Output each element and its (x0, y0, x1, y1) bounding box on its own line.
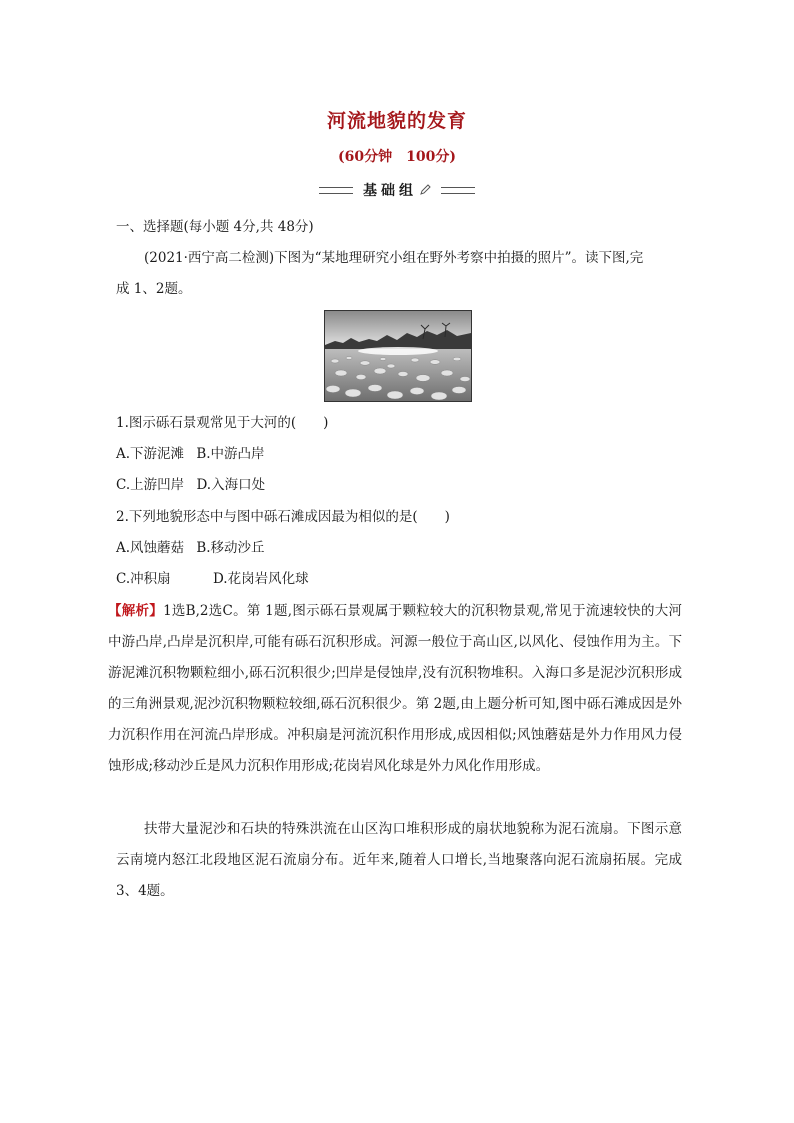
left-rule (319, 187, 353, 194)
analysis-tag: 【解析】 (108, 603, 164, 619)
question-2-options-cd (116, 564, 682, 595)
analysis-text: 1选B,2选C。第 1题,图示砾石景观属于颗粒较大的沉积物景观,常见于流速较快的大河中游凸岸,凸岸是沉积岸,可能有砾石沉积形成。河源一般位于高山区,以风化、侵蚀作用为主。下游泥滩沉积物颗粒细小,砾石沉积很少;凹岸是侵蚀岸,没有沉积物堆积。入海口多是泥沙沉积形成的三角洲景观,泥沙沉积物颗粒较细,砾石沉积很少。第 2题,由上题分析可知,图中砾石滩成因是外力沉积作用在河流凸岸形成。冲积扇是河流沉积作用形成,成因相似;风蚀蘑菇是外力作用风力侵蚀形成;移动沙丘是风力沉积作用形成;花岗岩风化球是外力风化作用形成。 (108, 603, 683, 774)
question-2-options-ab (116, 533, 682, 564)
q2-option-c: C.冲积扇 (116, 571, 171, 587)
page-subtitle: (60分钟 100分) (338, 149, 456, 165)
q2-option-d: D.花岗岩风化球 (212, 571, 309, 587)
q1-option-c: C.上游凹岸 (116, 477, 185, 493)
q1-option-a: A.下游泥滩 (116, 446, 185, 462)
question-1-options-cd (116, 470, 682, 501)
gravel-beach-photo (324, 310, 472, 402)
q1-option-b: B.中游凸岸 (196, 446, 265, 462)
right-rule (441, 187, 475, 194)
q1-option-d: D.入海口处 (196, 477, 266, 493)
intro-line-2: 成 1、2题。 (116, 281, 192, 297)
page-title: 河流地貌的发育 (326, 110, 467, 132)
analysis-block (108, 596, 682, 782)
question-3-4-intro: 扶带大量泥沙和石块的特殊洪流在山区沟口堆积形成的扇状地貌称为泥石流扇。下图示意云南境内怒江北段地区泥石流扇分布。近年来,随着人口增长,当地聚落向泥石流扇拓展。完成 3、4题。 (116, 821, 682, 899)
question-1-options-ab (116, 439, 682, 470)
intro-line-1: (2021·西宁高二检测)下图为“某地理研究小组在野外考察中拍摄的照片”。读下图,完 (144, 250, 644, 266)
q2-option-a: A.风蚀蘑菇 (116, 540, 185, 556)
pencil-icon (419, 184, 431, 196)
question-2-stem: 2.下列地貌形态中与图中砾石滩成因最为相似的是( ) (116, 509, 450, 525)
q2-option-b: B.移动沙丘 (196, 540, 265, 556)
section-label: 基础组 (363, 183, 417, 199)
section-header (0, 180, 794, 200)
question-1-stem: 1.图示砾石景观常见于大河的( ) (116, 415, 329, 431)
part-heading: 一、选择题(每小题 4分,共 48分) (116, 219, 314, 235)
